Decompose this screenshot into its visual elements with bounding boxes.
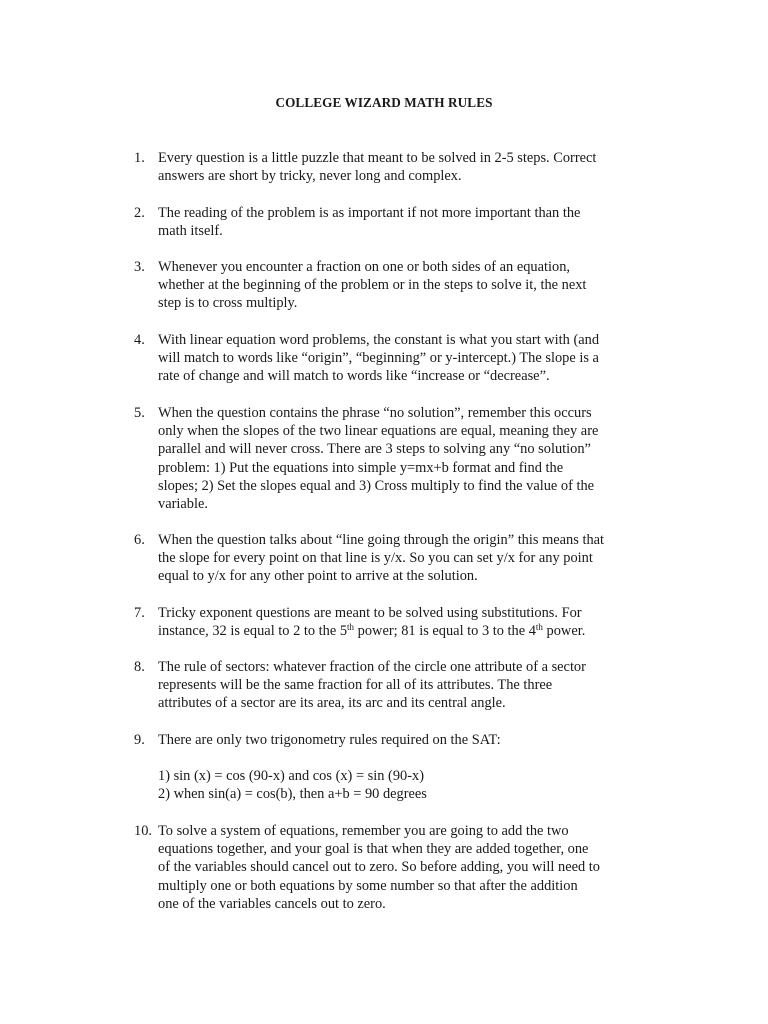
rule-number: 3. bbox=[134, 259, 145, 275]
rule-line: one of the variables cancels out to zero. bbox=[158, 895, 386, 912]
rule-text bbox=[158, 331, 658, 386]
rule-number: 6. bbox=[134, 532, 145, 548]
rule-line: The rule of sectors: whatever fraction of the circle one attribute of a sector bbox=[158, 659, 586, 675]
sub-list-item: 1) sin (x) = cos (90-x) and cos (x) = sin (90-x) bbox=[158, 768, 425, 784]
rule-text bbox=[158, 822, 658, 913]
rule-line: Tricky exponent questions are meant to be solved using substitutions. For bbox=[158, 605, 582, 621]
rule-line-segment: power. bbox=[542, 623, 586, 640]
rule-text bbox=[158, 604, 658, 640]
rule-number: 2. bbox=[134, 205, 145, 221]
rule-number: 9. bbox=[134, 732, 145, 748]
rule-number: 1. bbox=[134, 150, 145, 166]
rule-text bbox=[158, 149, 658, 185]
rule-line: multiply one or both equations by some number so that after the addition bbox=[158, 877, 578, 894]
rule-line: slopes; 2) Set the slopes equal and 3) Cross multiply to find the value of the bbox=[158, 477, 595, 494]
rule-number: 8. bbox=[134, 659, 145, 675]
rule-line: When the question contains the phrase “no solution”, remember this occurs bbox=[158, 405, 592, 421]
rule-text bbox=[158, 258, 658, 313]
rule-line: equations together, and your goal is that when they are added together, one bbox=[158, 841, 589, 858]
rule-line: variable. bbox=[158, 496, 208, 513]
rule-text bbox=[158, 204, 658, 240]
rule-line: The reading of the problem is as important if not more important than the bbox=[158, 205, 581, 221]
rule-number: 4. bbox=[134, 332, 145, 348]
rule-line: There are only two trigonometry rules required on the SAT: bbox=[158, 732, 501, 748]
rule-line: equal to y/x for any other point to arrive at the solution. bbox=[158, 568, 478, 585]
rule-number: 7. bbox=[134, 605, 145, 621]
sub-list-item: 2) when sin(a) = cos(b), then a+b = 90 degrees bbox=[158, 786, 427, 803]
rule-text bbox=[158, 658, 658, 713]
document-title: COLLEGE WIZARD MATH RULES bbox=[275, 95, 493, 110]
rule-line: of the variables should cancel out to zero. So before adding, you will need to bbox=[158, 859, 600, 876]
rule-line bbox=[158, 622, 658, 640]
rule-line: the slope for every point on that line is y/x. So you can set y/x for any point bbox=[158, 550, 593, 567]
rule-text bbox=[158, 531, 658, 586]
rule-text bbox=[158, 404, 658, 513]
rule-line: To solve a system of equations, remember you are going to add the two bbox=[158, 823, 569, 839]
rule-line: step is to cross multiply. bbox=[158, 295, 298, 312]
rule-line: only when the slopes of the two linear equations are equal, meaning they are bbox=[158, 423, 599, 440]
ordinal-suffix: th bbox=[535, 622, 543, 633]
rule-line: Whenever you encounter a fraction on one or both sides of an equation, bbox=[158, 259, 570, 275]
trig-rules-sublist bbox=[158, 767, 658, 803]
rule-line: rate of change and will match to words like “increase or “decrease”. bbox=[158, 368, 550, 385]
rule-line-segment: power; 81 is equal to 3 to the 4 bbox=[354, 623, 536, 640]
rule-line: whether at the beginning of the problem or in the steps to solve it, the next bbox=[158, 277, 587, 294]
rule-number: 5. bbox=[134, 405, 145, 421]
ordinal-suffix: th bbox=[347, 622, 355, 633]
rule-line: attributes of a sector are its area, its arc and its central angle. bbox=[158, 695, 506, 712]
rule-line: represents will be the same fraction for all of its attributes. The three bbox=[158, 677, 553, 694]
rule-text bbox=[158, 731, 658, 749]
rule-line: answers are short by tricky, never long and complex. bbox=[158, 168, 462, 185]
rule-line: Every question is a little puzzle that meant to be solved in 2-5 steps. Correct bbox=[158, 150, 597, 166]
rule-line: will match to words like “origin”, “beginning” or y-intercept.) The slope is a bbox=[158, 350, 599, 367]
rule-line: problem: 1) Put the equations into simple y=mx+b format and find the bbox=[158, 459, 564, 476]
rule-line-segment: instance, 32 is equal to 2 to the 5 bbox=[158, 623, 348, 640]
rule-line: When the question talks about “line going through the origin” this means that bbox=[158, 532, 605, 548]
rule-number: 10. bbox=[134, 823, 152, 839]
rule-line: With linear equation word problems, the constant is what you start with (and bbox=[158, 332, 600, 348]
rule-line: math itself. bbox=[158, 223, 223, 240]
rule-line: parallel and will never cross. There are 3 steps to solving any “no solution” bbox=[158, 441, 591, 458]
